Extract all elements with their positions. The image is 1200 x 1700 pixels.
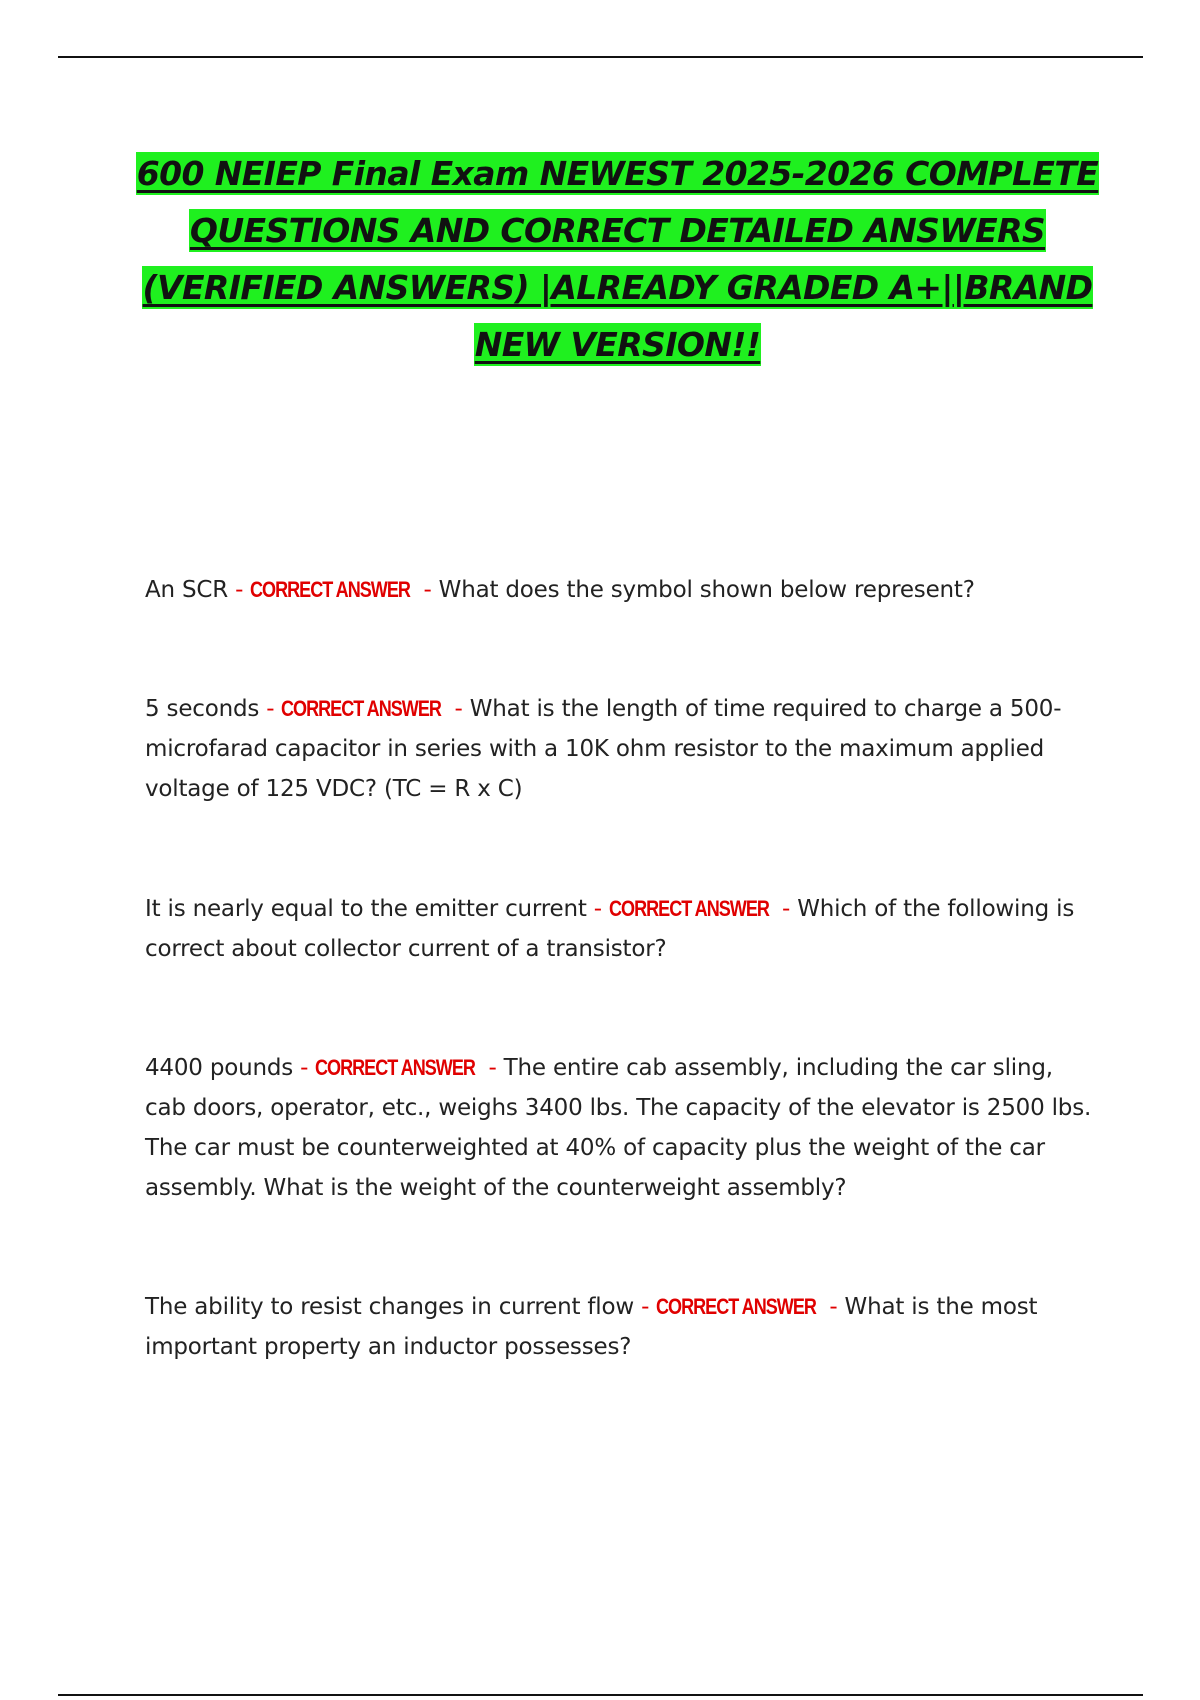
- answer-separator: -: [293, 1055, 316, 1081]
- question-text: The entire cab assembly, including the car sling, cab doors, operator, etc., weighs 3400 lbs. The capacity of the elevator is 2500 lbs. The car must be counterweighted at 40% of capacity plus the weight of the car assembly. What is the weight of the counterweight assembly?: [145, 1055, 1092, 1201]
- top-rule: [58, 56, 1143, 58]
- qa-item-2: [145, 689, 1095, 809]
- answer-separator-suffix: -: [829, 1294, 838, 1320]
- correct-answer-label: CORRECT ANSWER: [250, 577, 411, 602]
- answer-separator: -: [586, 896, 609, 922]
- answer-separator-suffix: -: [782, 896, 791, 922]
- question-text: What is the most important property an inductor possesses?: [145, 1294, 1038, 1360]
- answer-separator-suffix: -: [423, 577, 432, 603]
- qa-item-4: [145, 1048, 1095, 1208]
- question-text: Which of the following is correct about collector current of a transistor?: [145, 896, 1075, 962]
- correct-answer-label: CORRECT ANSWER: [608, 896, 769, 921]
- qa-item-5: [145, 1287, 1095, 1367]
- answer-separator: -: [228, 577, 251, 603]
- bottom-rule: [58, 1694, 1143, 1696]
- qa-item-1: [145, 570, 1095, 610]
- answer-separator: -: [633, 1294, 657, 1320]
- answer-text: An SCR: [145, 577, 229, 603]
- question-text: What is the length of time required to charge a 500-microfarad capacitor in series with a 10K ohm resistor to the maximum applied voltage of 125 VDC? (TC = R x C): [145, 696, 1062, 802]
- correct-answer-label: CORRECT ANSWER: [656, 1294, 817, 1319]
- document-title: [130, 145, 1105, 373]
- answer-text: The ability to resist changes in current flow: [145, 1294, 634, 1320]
- correct-answer-label: CORRECT ANSWER: [315, 1055, 476, 1080]
- qa-item-3: [145, 889, 1095, 969]
- answer-text: It is nearly equal to the emitter current: [145, 896, 587, 922]
- document-title-text: 600 NEIEP Final Exam NEWEST 2025-2026 COMPLETE QUESTIONS AND CORRECT DETAILED ANSWERS (VERIFIED ANSWERS) |ALREADY GRADED A+||BRAND NEW VERSION!!: [136, 154, 1099, 364]
- answer-text: 4400 pounds: [145, 1055, 294, 1081]
- answer-separator-suffix: -: [488, 1055, 497, 1081]
- correct-answer-label: CORRECT ANSWER: [281, 696, 442, 721]
- answer-separator-suffix: -: [454, 696, 463, 722]
- question-text: What does the symbol shown below represent?: [431, 577, 975, 603]
- answer-separator: -: [259, 696, 282, 722]
- answer-text: 5 seconds: [145, 696, 260, 722]
